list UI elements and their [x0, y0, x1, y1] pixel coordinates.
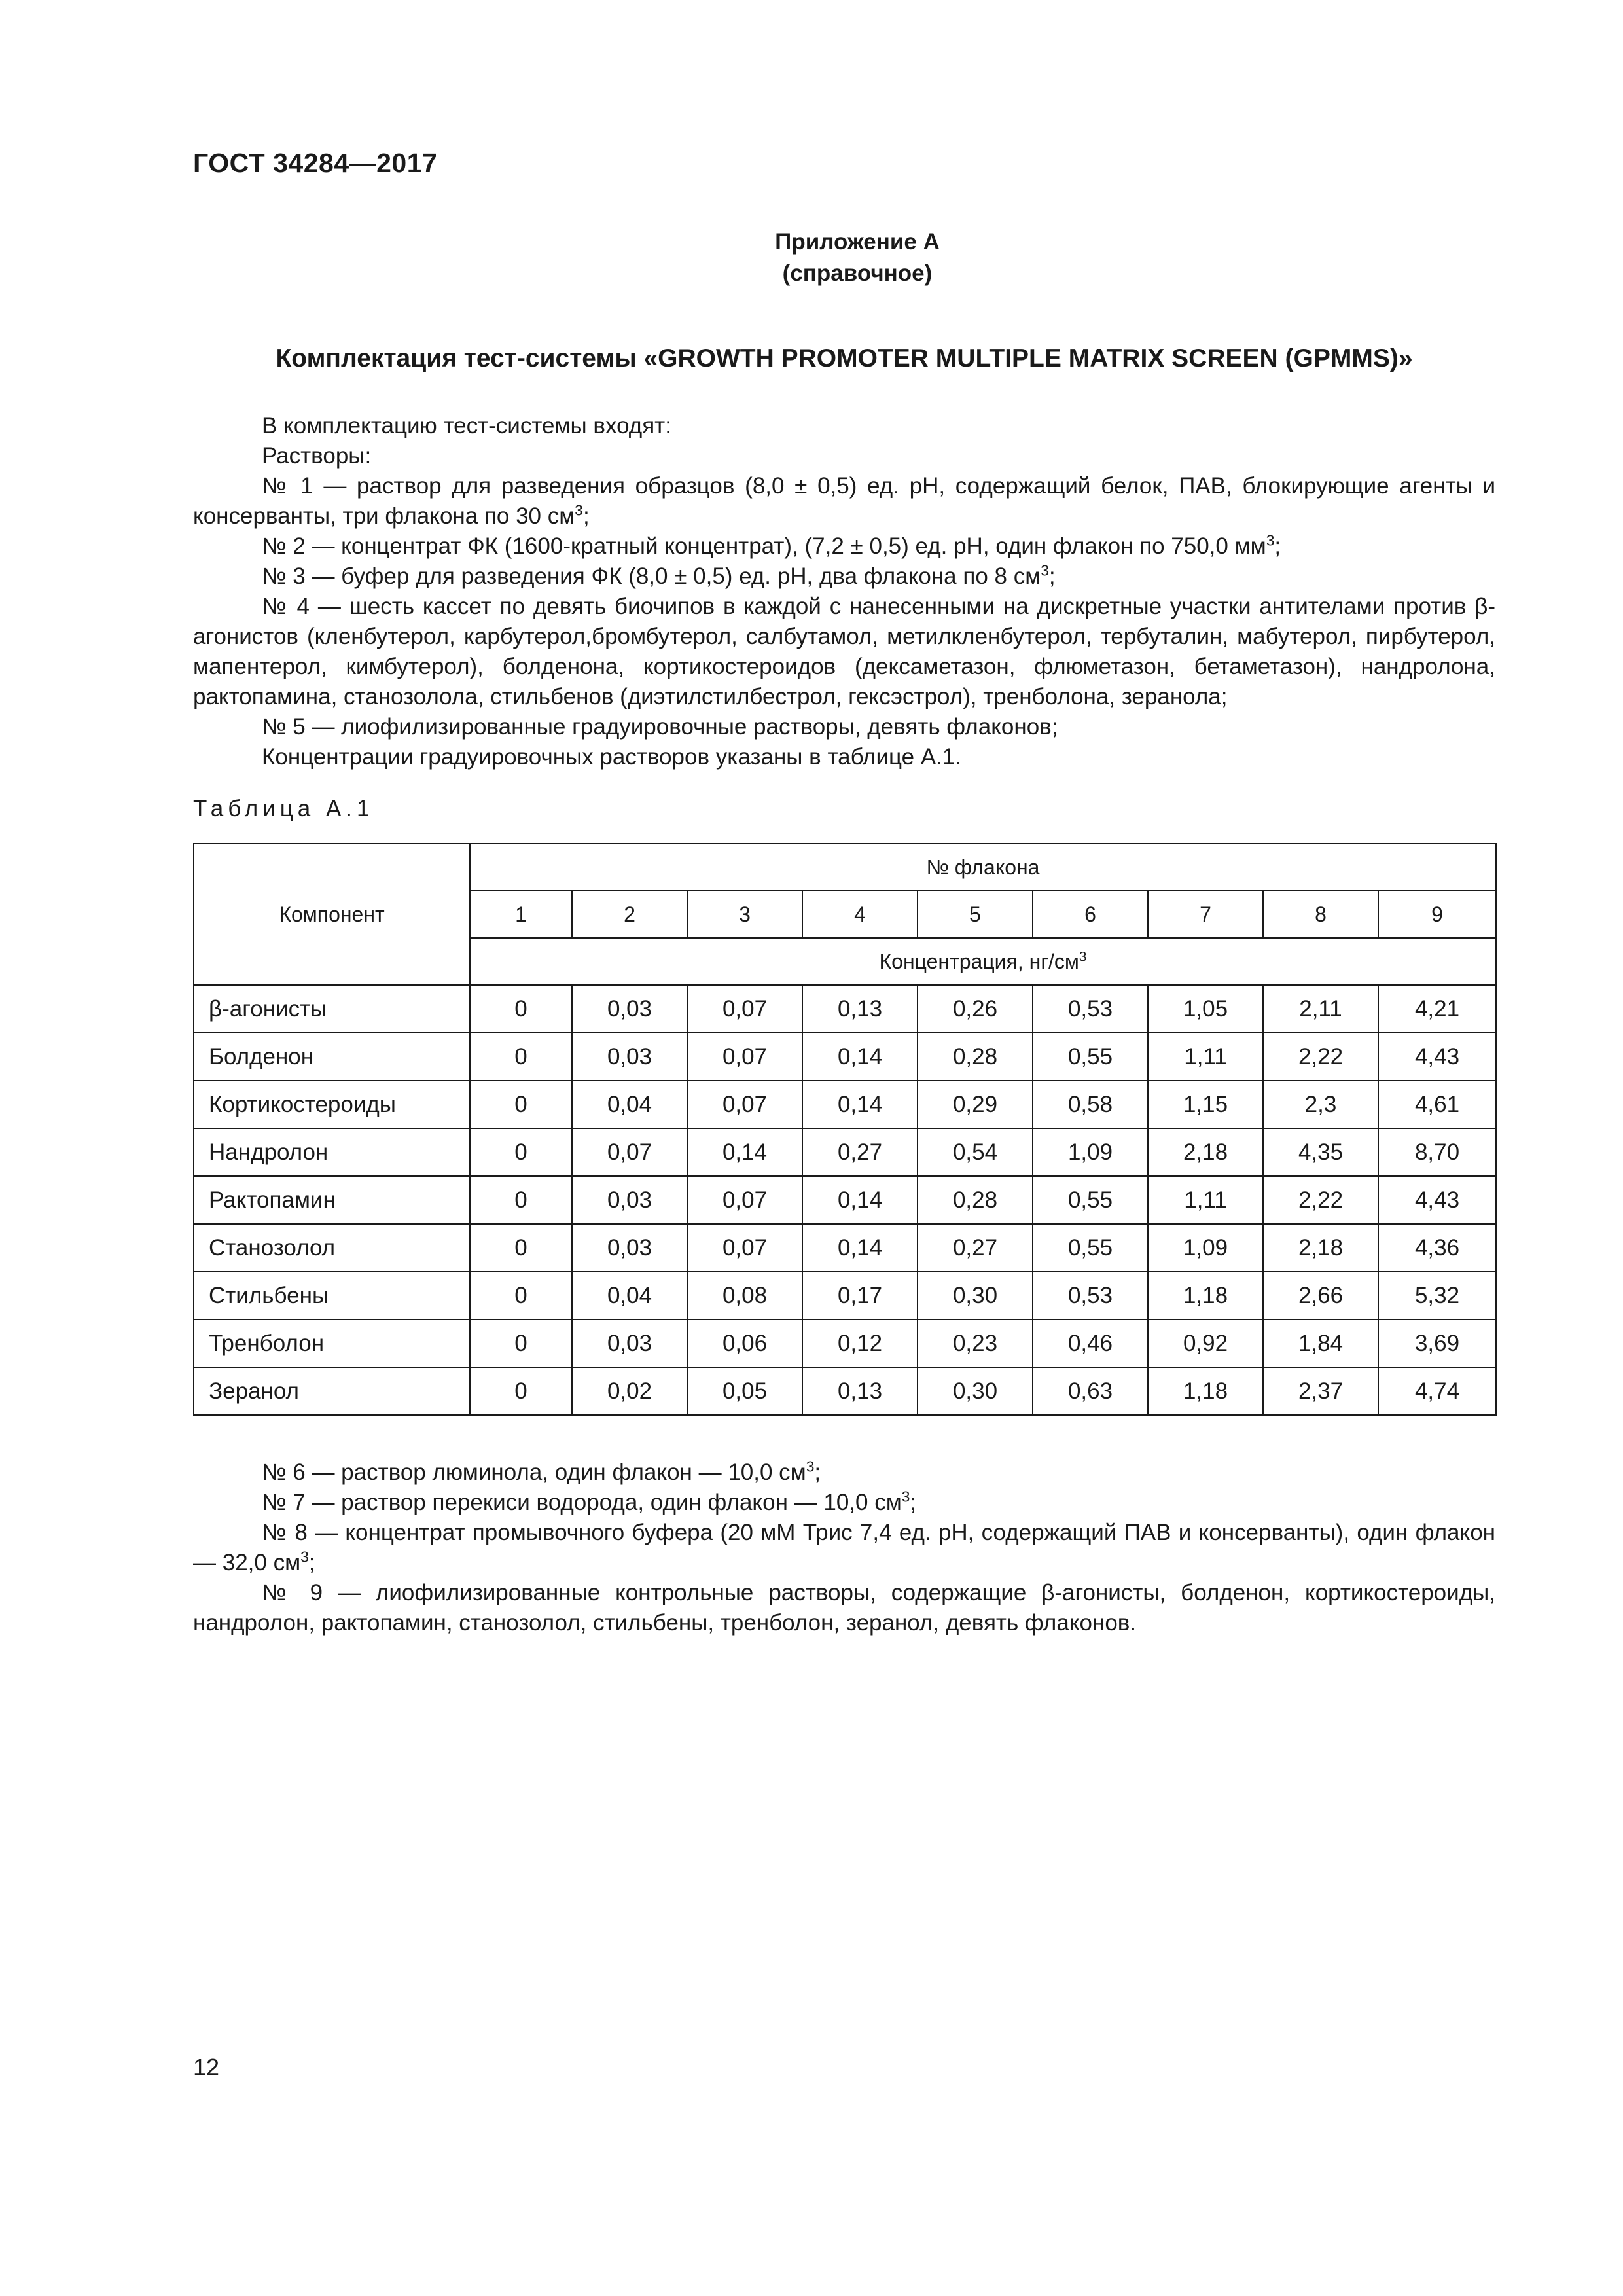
component-name: Станозолол	[194, 1224, 470, 1272]
concentration-header: Концентрация, $нг/см^3$	[470, 938, 1496, 985]
table-row	[194, 1272, 1496, 1319]
concentration-value: 0	[470, 1081, 572, 1128]
intro-line: В комплектацию тест-системы входят:	[262, 413, 671, 439]
concentration-value: 0,03	[572, 985, 687, 1033]
concentration-value: 2,22	[1263, 1033, 1378, 1081]
concentration-value: 1,11	[1148, 1176, 1263, 1224]
concentration-value: 0,14	[687, 1128, 802, 1176]
table-row	[194, 1081, 1496, 1128]
concentration-value: 3,69	[1378, 1319, 1496, 1367]
concentration-value: 1,09	[1033, 1128, 1148, 1176]
item-9: № 9 — лиофилизированные контрольные растворы, содержащие β-агонисты, болденон, кортикостероиды, нандролон, рактопамин, станозолол, стильбены, тренболон, зеранол, девять флаконов.	[193, 1580, 1495, 1636]
concentration-value: 0,03	[572, 1224, 687, 1272]
concentration-value: 0,92	[1148, 1319, 1263, 1367]
vial-number: 8	[1263, 891, 1378, 938]
page-number: 12	[193, 2054, 220, 2081]
concentration-value: 2,18	[1263, 1224, 1378, 1272]
component-name: Болденон	[194, 1033, 470, 1081]
vial-number: 2	[572, 891, 687, 938]
concentration-value: 0,07	[687, 1224, 802, 1272]
concentration-value: 0	[470, 1033, 572, 1081]
concentration-value: 0,07	[687, 985, 802, 1033]
concentration-value: 0,63	[1033, 1367, 1148, 1415]
component-name: Рактопамин	[194, 1176, 470, 1224]
annex-subtitle: (справочное)	[782, 260, 933, 286]
concentration-value: 8,70	[1378, 1128, 1496, 1176]
concentration-value: 0,53	[1033, 1272, 1148, 1319]
concentration-value: 2,11	[1263, 985, 1378, 1033]
vial-number: 9	[1378, 891, 1496, 938]
concentration-value: 1,84	[1263, 1319, 1378, 1367]
concentration-value: 0	[470, 1176, 572, 1224]
component-name: Зеранол	[194, 1367, 470, 1415]
intro-section	[193, 411, 1495, 772]
table-row	[194, 1033, 1496, 1081]
component-header: Компонент	[194, 844, 470, 985]
after-table-section	[193, 1458, 1495, 1638]
concentration-value: 2,3	[1263, 1081, 1378, 1128]
table-row	[194, 1128, 1496, 1176]
table-row	[194, 1367, 1496, 1415]
concentration-value: 2,66	[1263, 1272, 1378, 1319]
concentration-value: 0,28	[918, 1176, 1033, 1224]
concentration-value: 0,02	[572, 1367, 687, 1415]
component-name: Нандролон	[194, 1128, 470, 1176]
intro-solutions-label: Растворы:	[262, 443, 372, 469]
vial-number: 6	[1033, 891, 1148, 938]
table-row	[194, 1319, 1496, 1367]
concentration-value: 1,11	[1148, 1033, 1263, 1081]
concentration-value: 0,13	[802, 985, 918, 1033]
concentration-value: 0,03	[572, 1033, 687, 1081]
annex-title: Приложение А	[775, 229, 940, 255]
concentration-value: 0,17	[802, 1272, 918, 1319]
intro-table-reference: Концентрации градуировочных растворов указаны в таблице А.1.	[262, 744, 962, 770]
component-name: Кортикостероиды	[194, 1081, 470, 1128]
concentration-value: 0	[470, 1224, 572, 1272]
document-code: ГОСТ 34284—2017	[193, 148, 438, 178]
concentration-value: 1,18	[1148, 1367, 1263, 1415]
concentration-value: 0	[470, 985, 572, 1033]
concentration-value: 2,22	[1263, 1176, 1378, 1224]
concentration-value: 0,14	[802, 1224, 918, 1272]
concentration-value: 0,55	[1033, 1176, 1148, 1224]
concentration-value: 0,46	[1033, 1319, 1148, 1367]
item-6: № 6 — раствор люминола, один флакон — 10,0 $см^3$;	[262, 1458, 821, 1485]
concentration-value: 0,23	[918, 1319, 1033, 1367]
concentration-value: 0	[470, 1272, 572, 1319]
annex-heading	[0, 226, 1623, 289]
item-8: № 8 — концентрат промывочного буфера (20 мМ Трис 7,4 ед. рН, содержащий ПАВ и консерванты), один флакон — 32,0 $см^3$;	[193, 1520, 1495, 1575]
concentration-value: 4,61	[1378, 1081, 1496, 1128]
concentration-value: 0,06	[687, 1319, 802, 1367]
vial-number: 1	[470, 891, 572, 938]
intro-item-5: № 5 — лиофилизированные градуировочные растворы, девять флаконов;	[262, 714, 1058, 740]
concentration-value: 0,07	[687, 1033, 802, 1081]
concentration-value: 4,74	[1378, 1367, 1496, 1415]
table-row	[194, 985, 1496, 1033]
vial-number: 4	[802, 891, 918, 938]
concentration-value: 5,32	[1378, 1272, 1496, 1319]
concentration-value: 1,05	[1148, 985, 1263, 1033]
concentration-value: 0,04	[572, 1272, 687, 1319]
concentration-value: 0,05	[687, 1367, 802, 1415]
intro-item-3: № 3 — буфер для разведения ФК (8,0 ± 0,5) ед. рН, два флакона по 8 $см^3$;	[262, 562, 1056, 589]
intro-item-4: № 4 — шесть кассет по девять биочипов в каждой с нанесенными на дискретные участки антителами против β-агонистов (кленбутерол, карбутерол,бромбутерол, салбутамол, метилкленбутерол, тербуталин, мабутерол, пирбутерол, мапентерол, кимбутерол), болденона, кортикостероидов (дексаметазон, флюметазон, бетаметазон), нандролона, рактопамина, станозолола, стильбенов (диэтилстилбестрол, гексэстрол), тренболона, зеранола;	[193, 594, 1495, 709]
table-row	[194, 1224, 1496, 1272]
table-row	[194, 1176, 1496, 1224]
vial-number-header: № флакона	[470, 844, 1496, 891]
item-7: № 7 — раствор перекиси водорода, один флакон — 10,0 $см^3$;	[262, 1488, 917, 1515]
intro-item-2: № 2 — концентрат ФК (1600-кратный концентрат), (7,2 ± 0,5) ед. рН, один флакон по 750,0 $мм^3$;	[262, 531, 1281, 559]
concentration-value: 0,27	[918, 1224, 1033, 1272]
table-body	[194, 985, 1496, 1415]
concentration-value: 2,18	[1148, 1128, 1263, 1176]
concentration-value: 0,12	[802, 1319, 918, 1367]
concentration-value: 1,15	[1148, 1081, 1263, 1128]
concentration-value: 0	[470, 1319, 572, 1367]
concentration-value: 0,58	[1033, 1081, 1148, 1128]
concentration-value: 0,04	[572, 1081, 687, 1128]
concentration-value: 0,08	[687, 1272, 802, 1319]
concentration-value: 4,21	[1378, 985, 1496, 1033]
concentration-value: 0,30	[918, 1367, 1033, 1415]
concentration-value: 0,28	[918, 1033, 1033, 1081]
concentration-value: 0,55	[1033, 1224, 1148, 1272]
intro-item-1: № 1 — раствор для разведения образцов (8,0 ± 0,5) ед. рН, содержащий белок, ПАВ, блокирующие агенты и консерванты, три флакона по 30 $см^3$;	[193, 473, 1495, 529]
concentration-value: 1,09	[1148, 1224, 1263, 1272]
concentration-value: 0,29	[918, 1081, 1033, 1128]
concentration-value: 0,13	[802, 1367, 918, 1415]
concentration-value: 4,43	[1378, 1033, 1496, 1081]
concentration-value: 0,54	[918, 1128, 1033, 1176]
main-title: Комплектация тест-системы «GROWTH PROMOTER MULTIPLE MATRIX SCREEN (GPMMS)»	[276, 344, 1413, 372]
concentration-value: 4,35	[1263, 1128, 1378, 1176]
concentration-value: 0,14	[802, 1081, 918, 1128]
component-name: β-агонисты	[194, 985, 470, 1033]
concentration-value: 0,26	[918, 985, 1033, 1033]
concentration-table	[193, 843, 1497, 1416]
concentration-value: 0,14	[802, 1033, 918, 1081]
concentration-value: 0,03	[572, 1319, 687, 1367]
vial-number: 5	[918, 891, 1033, 938]
concentration-value: 0,07	[572, 1128, 687, 1176]
concentration-value: 4,43	[1378, 1176, 1496, 1224]
component-name: Тренболон	[194, 1319, 470, 1367]
concentration-value: 0,03	[572, 1176, 687, 1224]
vial-number: 3	[687, 891, 802, 938]
concentration-value: 0,55	[1033, 1033, 1148, 1081]
concentration-value: 0,53	[1033, 985, 1148, 1033]
concentration-value: 0,07	[687, 1081, 802, 1128]
concentration-value: 4,36	[1378, 1224, 1496, 1272]
vial-number: 7	[1148, 891, 1263, 938]
concentration-value: 1,18	[1148, 1272, 1263, 1319]
concentration-value: 0	[470, 1128, 572, 1176]
component-name: Стильбены	[194, 1272, 470, 1319]
concentration-value: 0	[470, 1367, 572, 1415]
concentration-value: 0,07	[687, 1176, 802, 1224]
concentration-value: 0,14	[802, 1176, 918, 1224]
table-caption: Таблица А.1	[193, 796, 374, 821]
concentration-value: 0,30	[918, 1272, 1033, 1319]
concentration-value: 2,37	[1263, 1367, 1378, 1415]
concentration-value: 0,27	[802, 1128, 918, 1176]
